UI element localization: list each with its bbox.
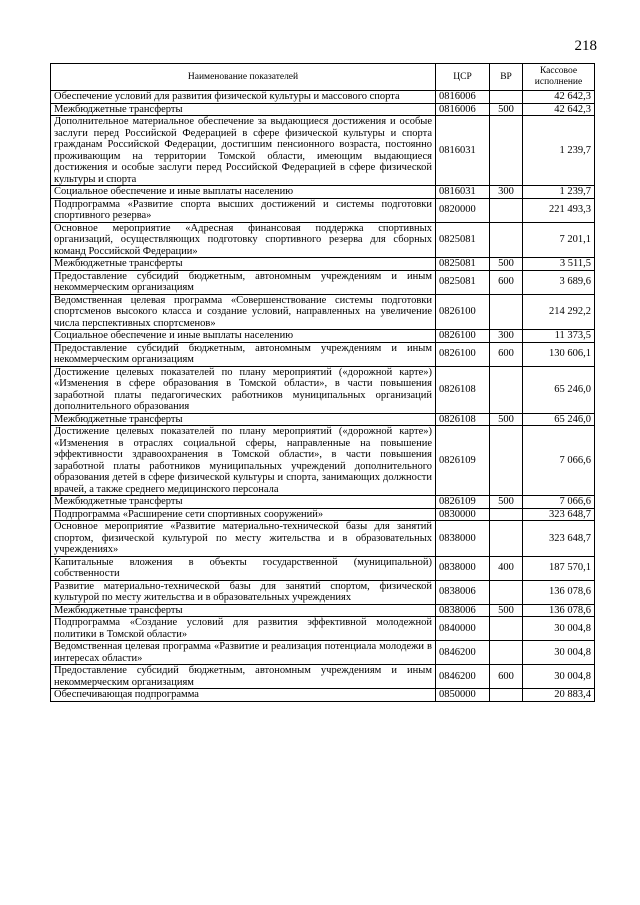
- table-row: [51, 617, 595, 641]
- row-vr-cell: 500: [490, 496, 523, 509]
- row-name-cell: Основное мероприятие «Адресная финансовая поддержка спортивных организаций, осуществляющих подготовку спортивного резерва для сборных команд Российской Федерации»: [51, 222, 436, 258]
- row-name-cell: Предоставление субсидий бюджетным, автономным учреждениям и иным некоммерческим организациям: [51, 665, 436, 689]
- row-amount-cell: 187 570,1: [523, 556, 595, 580]
- table-row: [51, 91, 595, 104]
- row-csr-cell: 0838006: [436, 580, 490, 604]
- table-row: [51, 496, 595, 509]
- row-amount-cell: 11 373,5: [523, 330, 595, 343]
- row-csr-cell: 0816031: [436, 186, 490, 199]
- row-vr-cell: 400: [490, 556, 523, 580]
- row-amount-cell: 136 078,6: [523, 580, 595, 604]
- row-vr-cell: [490, 426, 523, 496]
- table-row: [51, 222, 595, 258]
- table-row: [51, 186, 595, 199]
- row-name-cell: Подпрограмма «Развитие спорта высших достижений и системы подготовки спортивного резерва»: [51, 198, 436, 222]
- row-csr-cell: 0846200: [436, 665, 490, 689]
- table-row: [51, 641, 595, 665]
- row-name-cell: Межбюджетные трансферты: [51, 103, 436, 116]
- row-csr-cell: 0840000: [436, 617, 490, 641]
- row-amount-cell: 7 201,1: [523, 222, 595, 258]
- row-vr-cell: 600: [490, 342, 523, 366]
- row-vr-cell: 600: [490, 270, 523, 294]
- row-csr-cell: 0830000: [436, 508, 490, 521]
- row-amount-cell: 30 004,8: [523, 617, 595, 641]
- row-name-cell: Капитальные вложения в объекты государственной (муниципальной) собственности: [51, 556, 436, 580]
- row-csr-cell: 0816031: [436, 116, 490, 186]
- row-amount-cell: 214 292,2: [523, 294, 595, 330]
- row-name-cell: Подпрограмма «Расширение сети спортивных сооружений»: [51, 508, 436, 521]
- row-vr-cell: [490, 508, 523, 521]
- page-number: 218: [574, 38, 597, 54]
- row-amount-cell: 221 493,3: [523, 198, 595, 222]
- row-amount-cell: 3 689,6: [523, 270, 595, 294]
- row-csr-cell: 0826108: [436, 366, 490, 413]
- row-csr-cell: 0826100: [436, 342, 490, 366]
- row-name-cell: Предоставление субсидий бюджетным, автономным учреждениям и иным некоммерческим организациям: [51, 270, 436, 294]
- row-vr-cell: [490, 521, 523, 557]
- row-csr-cell: 0838006: [436, 604, 490, 617]
- row-amount-cell: 65 246,0: [523, 413, 595, 426]
- table-row: [51, 604, 595, 617]
- row-amount-cell: 20 883,4: [523, 689, 595, 702]
- table-row: [51, 366, 595, 413]
- row-amount-cell: 130 606,1: [523, 342, 595, 366]
- table-row: [51, 258, 595, 271]
- row-vr-cell: 500: [490, 258, 523, 271]
- row-vr-cell: 500: [490, 604, 523, 617]
- row-amount-cell: 7 066,6: [523, 496, 595, 509]
- row-vr-cell: [490, 641, 523, 665]
- row-csr-cell: 0820000: [436, 198, 490, 222]
- row-amount-cell: 30 004,8: [523, 665, 595, 689]
- table-row: [51, 413, 595, 426]
- row-vr-cell: 500: [490, 103, 523, 116]
- table-row: [51, 426, 595, 496]
- row-csr-cell: 0850000: [436, 689, 490, 702]
- row-vr-cell: 500: [490, 413, 523, 426]
- header-csr: ЦСР: [436, 64, 490, 91]
- table-row: [51, 580, 595, 604]
- row-vr-cell: [490, 580, 523, 604]
- row-vr-cell: [490, 116, 523, 186]
- row-csr-cell: 0846200: [436, 641, 490, 665]
- row-name-cell: Социальное обеспечение и иные выплаты населению: [51, 330, 436, 343]
- row-amount-cell: 30 004,8: [523, 641, 595, 665]
- row-name-cell: Обеспечивающая подпрограмма: [51, 689, 436, 702]
- row-name-cell: Ведомственная целевая программа «Развитие и реализация потенциала молодежи в интересах области»: [51, 641, 436, 665]
- row-amount-cell: 323 648,7: [523, 521, 595, 557]
- header-name: Наименование показателей: [51, 64, 436, 91]
- table-row: [51, 521, 595, 557]
- row-csr-cell: 0825081: [436, 270, 490, 294]
- row-csr-cell: 0838000: [436, 556, 490, 580]
- table-row: [51, 665, 595, 689]
- row-amount-cell: 42 642,3: [523, 103, 595, 116]
- row-name-cell: Межбюджетные трансферты: [51, 258, 436, 271]
- row-name-cell: Обеспечение условий для развития физической культуры и массового спорта: [51, 91, 436, 104]
- table-row: [51, 116, 595, 186]
- row-name-cell: Дополнительное материальное обеспечение за выдающиеся достижения и особые заслуги перед Российской Федерацией в сфере физической культуры и спорта гражданам Российской Федерации, достигшим пенсионного возраста, постоянно проживающим на территории Томской области, имеющим выдающиеся достижения и особые заслуги перед Российской Федерацией в сфере физической культуры и спорта: [51, 116, 436, 186]
- row-vr-cell: 300: [490, 330, 523, 343]
- row-amount-cell: 1 239,7: [523, 186, 595, 199]
- row-name-cell: Межбюджетные трансферты: [51, 413, 436, 426]
- row-name-cell: Достижение целевых показателей по плану мероприятий («дорожной карте») «Изменения в отраслях социальной сферы, направленные на повышение эффективности здравоохранения в Томской области», в части повышения заработной платы работников муниципальных учреждений дополнительного образования детей в сфере физической культуры и спорта, занимающих должности врачей, а также среднего медицинского персонала: [51, 426, 436, 496]
- row-csr-cell: 0826100: [436, 294, 490, 330]
- row-vr-cell: [490, 689, 523, 702]
- row-amount-cell: 323 648,7: [523, 508, 595, 521]
- row-csr-cell: 0825081: [436, 222, 490, 258]
- table-row: [51, 508, 595, 521]
- row-csr-cell: 0825081: [436, 258, 490, 271]
- table-row: [51, 342, 595, 366]
- table-row: [51, 330, 595, 343]
- row-amount-cell: 42 642,3: [523, 91, 595, 104]
- row-name-cell: Развитие материально-технической базы для занятий спортом, физической культурой по месту жительства и в образовательных учреждениях: [51, 580, 436, 604]
- row-csr-cell: 0826109: [436, 426, 490, 496]
- row-csr-cell: 0838000: [436, 521, 490, 557]
- header-amount: Кассовое исполнение: [523, 64, 595, 91]
- header-vr: ВР: [490, 64, 523, 91]
- row-vr-cell: [490, 91, 523, 104]
- row-name-cell: Основное мероприятие «Развитие материально-технической базы для занятий спортом, физической культурой по месту жительства и в образовательных учреждениях»: [51, 521, 436, 557]
- row-csr-cell: 0826109: [436, 496, 490, 509]
- row-vr-cell: 300: [490, 186, 523, 199]
- row-amount-cell: 1 239,7: [523, 116, 595, 186]
- row-vr-cell: [490, 294, 523, 330]
- table-row: [51, 198, 595, 222]
- row-vr-cell: [490, 366, 523, 413]
- row-vr-cell: [490, 222, 523, 258]
- row-csr-cell: 0816006: [436, 91, 490, 104]
- row-csr-cell: 0826108: [436, 413, 490, 426]
- row-name-cell: Достижение целевых показателей по плану мероприятий («дорожной карте») «Изменения в сфере образования в Томской области», в части повышения заработной платы педагогических работников муниципальных организаций дополнительного образования: [51, 366, 436, 413]
- budget-table: [50, 63, 595, 702]
- row-name-cell: Подпрограмма «Создание условий для развития эффективной молодежной политики в Томской области»: [51, 617, 436, 641]
- row-name-cell: Ведомственная целевая программа «Совершенствование системы подготовки спортсменов высокого класса и создание условий, направленных на увеличение числа перспективных спортсменов»: [51, 294, 436, 330]
- row-name-cell: Межбюджетные трансферты: [51, 496, 436, 509]
- row-name-cell: Межбюджетные трансферты: [51, 604, 436, 617]
- row-amount-cell: 65 246,0: [523, 366, 595, 413]
- row-amount-cell: 136 078,6: [523, 604, 595, 617]
- table-row: [51, 689, 595, 702]
- table-body: [51, 91, 595, 702]
- row-name-cell: Социальное обеспечение и иные выплаты населению: [51, 186, 436, 199]
- row-csr-cell: 0826100: [436, 330, 490, 343]
- row-vr-cell: 600: [490, 665, 523, 689]
- table-row: [51, 556, 595, 580]
- row-amount-cell: 3 511,5: [523, 258, 595, 271]
- row-vr-cell: [490, 617, 523, 641]
- row-csr-cell: 0816006: [436, 103, 490, 116]
- table-row: [51, 103, 595, 116]
- table-row: [51, 270, 595, 294]
- row-vr-cell: [490, 198, 523, 222]
- table-row: [51, 294, 595, 330]
- row-name-cell: Предоставление субсидий бюджетным, автономным учреждениям и иным некоммерческим организациям: [51, 342, 436, 366]
- table-header-row: [51, 64, 595, 91]
- row-amount-cell: 7 066,6: [523, 426, 595, 496]
